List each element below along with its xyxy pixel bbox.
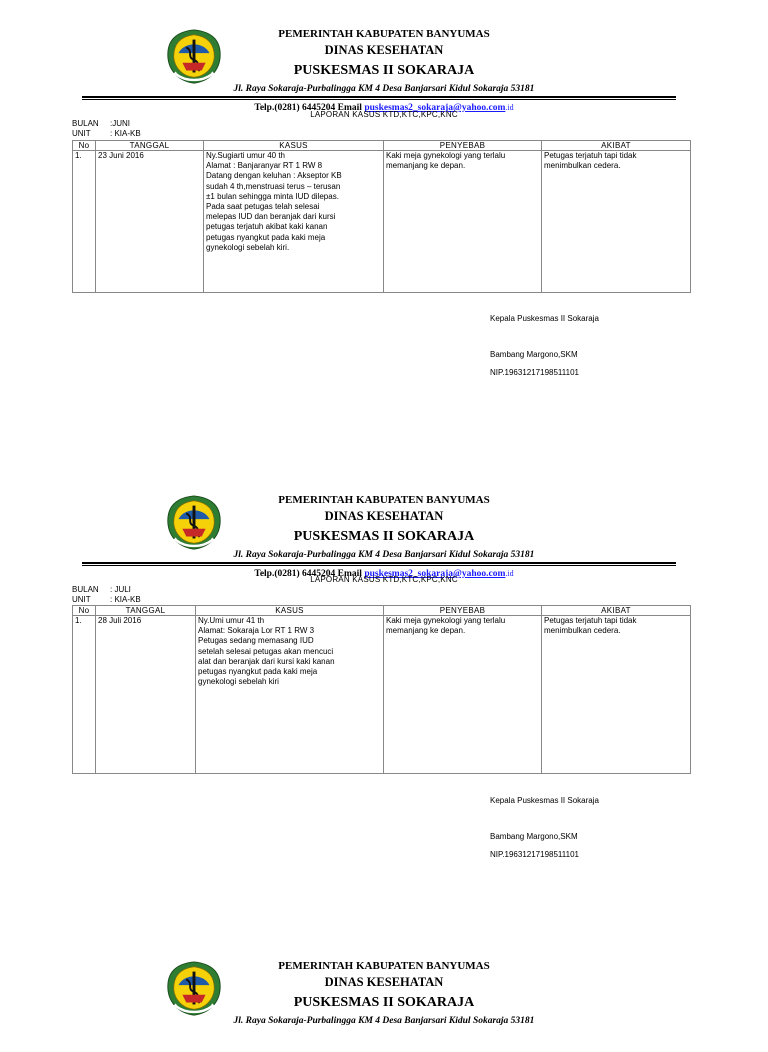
letterhead-institution: PUSKESMAS II SOKARAJA [293,529,475,544]
case-table [72,140,691,293]
kasus-line: Pada saat petugas telah selesai [206,202,320,212]
penyebab-line: memanjang ke depan. [386,626,466,636]
kasus-line: Alamat : Banjaranyar RT 1 RW 8 [206,161,323,171]
kasus-line: Ny.Umi umur 41 th [198,616,265,625]
report-title: LAPORAN KASUS KTD,KTC,KPC,KNC [310,110,458,119]
kasus-line: ±1 bulan sehingga minta IUD dilepas. [206,191,339,201]
kasus-line: petugas nyangkut pada kaki meja [198,667,318,677]
header-akibat: AKIBAT [542,141,691,151]
bulan-label: BULAN [72,585,99,594]
signature-title: Kepala Puskesmas II Sokaraja [490,314,599,323]
report-meta [72,585,141,605]
letterhead-phone: Telp.(0281) 6445204 Email [254,569,362,579]
kasus-line: Ny.Sugiarti umur 40 th [206,151,285,160]
letterhead-government: PEMERINTAH KABUPATEN BANYUMAS [278,494,490,506]
kasus-line: setelah selesai petugas akan mencuci [198,646,334,656]
letterhead-department: DINAS KESEHATAN [324,509,444,523]
kasus-line: Alamat: Sokaraja Lor RT 1 RW 3 [198,626,315,636]
letterhead-divider-thin [82,565,676,566]
signature-name: Bambang Margono,SKM [490,350,578,359]
email-link[interactable]: puskesmas2_sokaraja@yahoo.com [364,569,506,579]
letterhead-address: Jl. Raya Sokaraja-Purbalingga KM 4 Desa Banjarsari Kidul Sokaraja 53181 [233,1016,535,1026]
header-tanggal: TANGGAL [96,141,204,151]
header-penyebab: PENYEBAB [384,141,542,151]
kasus-line: melepas IUD dan beranjak dari kursi [206,212,336,222]
signature-title: Kepala Puskesmas II Sokaraja [490,796,599,805]
signature-block [490,796,599,860]
letterhead-institution: PUSKESMAS II SOKARAJA [293,63,475,78]
table-header-row [73,141,691,151]
email-suffix: .id [505,103,514,112]
header-no: No [73,606,96,616]
cell-penyebab [384,151,542,293]
penyebab-line: memanjang ke depan. [386,161,466,171]
kasus-line: petugas terjatuh akibat kaki kanan [206,222,328,232]
table-row [73,151,691,293]
kasus-line: gynekologi sebelah kiri. [206,242,290,252]
letterhead [0,28,768,120]
akibat-line: Petugas terjatuh tapi tidak [544,151,637,160]
unit-value: : KIA-KB [110,129,141,138]
header-no: No [73,141,96,151]
letterhead-government: PEMERINTAH KABUPATEN BANYUMAS [278,960,490,972]
cell-akibat [542,616,691,774]
bulan-value: :JUNI [110,119,130,128]
cell-akibat [542,151,691,293]
cell-kasus [196,616,384,774]
kasus-line: petugas nyangkut pada kaki meja [206,232,326,242]
letterhead-government: PEMERINTAH KABUPATEN BANYUMAS [278,28,490,40]
bulan-value: : JULI [110,585,131,594]
header-kasus: KASUS [196,606,384,616]
email-suffix: .id [505,569,514,578]
cell-kasus [204,151,384,293]
cell-tanggal: 23 Juni 2016 [96,151,204,293]
letterhead [0,960,768,1052]
cell-penyebab [384,616,542,774]
cell-no: 1. [73,616,96,774]
header-kasus: KASUS [204,141,384,151]
akibat-line: Petugas terjatuh tapi tidak [544,616,637,625]
letterhead-department: DINAS KESEHATAN [324,43,444,57]
letterhead-divider [82,96,676,98]
table-header-row [73,606,691,616]
letterhead [0,494,768,586]
report-meta [72,119,141,139]
kasus-line: gynekologi sebelah kiri [198,677,279,687]
letterhead-department: DINAS KESEHATAN [324,975,444,989]
letterhead-phone: Telp.(0281) 6445204 Email [254,103,362,113]
header-akibat: AKIBAT [542,606,691,616]
bulan-label: BULAN [72,119,99,128]
kasus-line: alat dan beranjak dari kursi kaki kanan [198,656,335,666]
letterhead-divider [82,562,676,564]
letterhead-divider-thin [82,99,676,100]
table-row [73,616,691,774]
unit-value: : KIA-KB [110,595,141,604]
report-title: LAPORAN KASUS KTD,KTC,KPC,KNC [310,575,458,584]
header-tanggal: TANGGAL [96,606,196,616]
letterhead-institution: PUSKESMAS II SOKARAJA [293,995,475,1010]
penyebab-line: Kaki meja gynekologi yang terlalu [386,151,506,160]
cell-tanggal: 28 Juli 2016 [96,616,196,774]
header-penyebab: PENYEBAB [384,606,542,616]
akibat-line: menimbulkan cedera. [544,626,621,636]
signature-nip: NIP.19631217198511101 [490,368,579,377]
unit-label: UNIT [72,129,91,138]
email-link[interactable]: puskesmas2_sokaraja@yahoo.com [364,103,506,113]
akibat-line: menimbulkan cedera. [544,161,621,171]
kasus-line: sudah 4 th,menstruasi terus – terusan [206,181,341,191]
signature-name: Bambang Margono,SKM [490,832,578,841]
letterhead-address: Jl. Raya Sokaraja-Purbalingga KM 4 Desa Banjarsari Kidul Sokaraja 53181 [233,84,535,94]
case-table [72,605,691,774]
kasus-line: Datang dengan keluhan : Akseptor KB [206,171,342,181]
cell-no: 1. [73,151,96,293]
letterhead-address: Jl. Raya Sokaraja-Purbalingga KM 4 Desa Banjarsari Kidul Sokaraja 53181 [233,550,535,560]
kasus-line: Petugas sedang memasang IUD [198,636,314,646]
unit-label: UNIT [72,595,91,604]
signature-nip: NIP.19631217198511101 [490,850,579,859]
penyebab-line: Kaki meja gynekologi yang terlalu [386,616,506,625]
signature-block [490,314,599,378]
